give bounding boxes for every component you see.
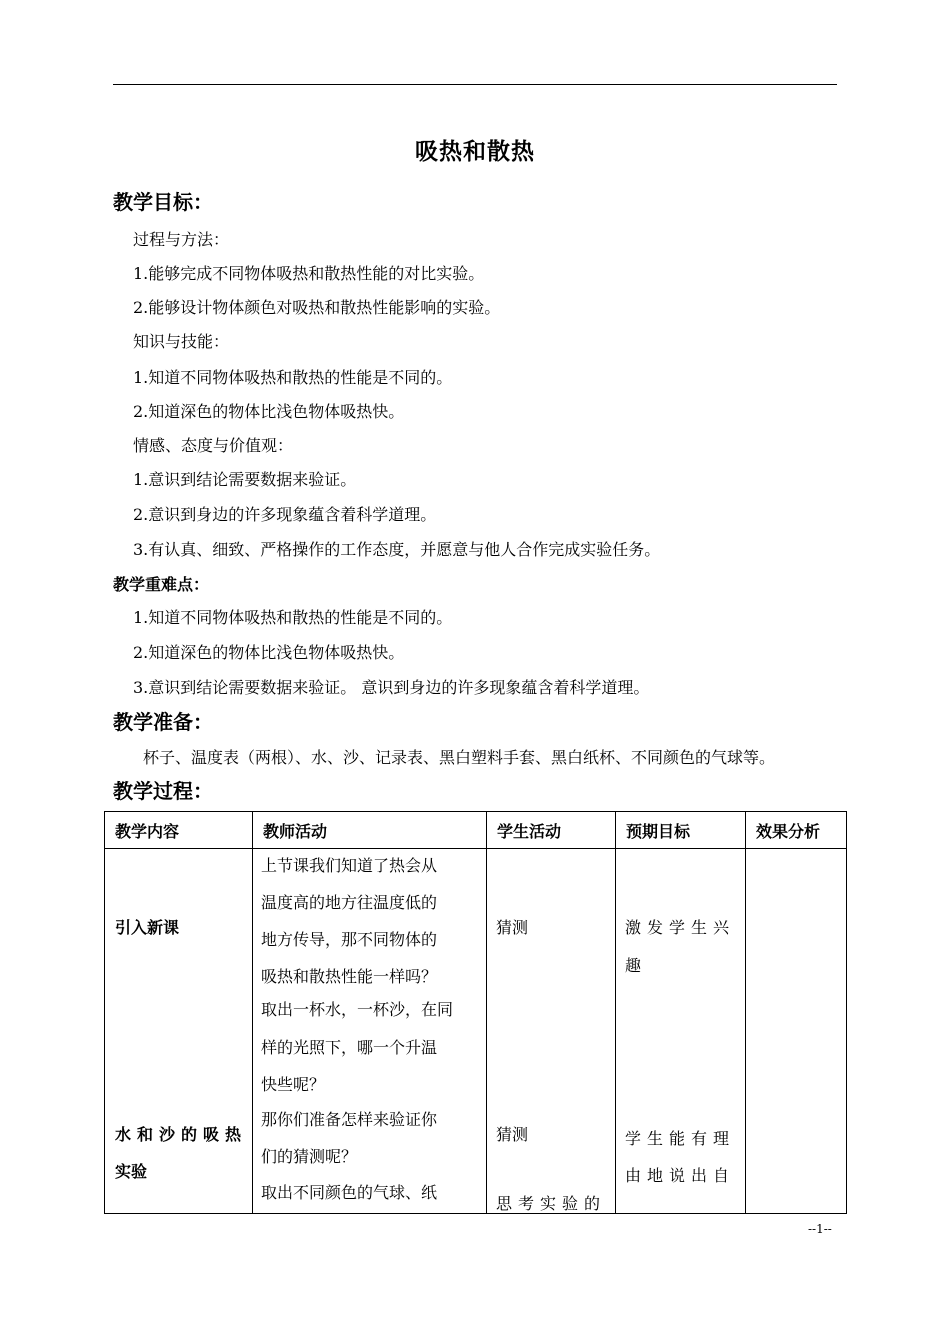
teacher-cell	[253, 849, 487, 1214]
page-title: 吸热和散热	[415, 139, 535, 165]
objectives-item: 2.意识到身边的许多现象蕴含着科学道理。	[133, 505, 437, 524]
table-header-row	[105, 812, 847, 849]
column-header: 学生活动	[487, 812, 616, 849]
objectives-heading: 教学目标：	[113, 190, 213, 214]
page-number: --1--	[808, 1222, 832, 1236]
student-cell	[487, 849, 616, 1214]
teacher-line: 那你们准备怎样来验证你	[261, 1110, 438, 1129]
column-header: 效果分析	[746, 812, 847, 849]
teacher-line: 上节课我们知道了热会从	[261, 856, 438, 875]
key-points-heading: 教学重难点：	[113, 575, 210, 594]
key-point-item: 1.知道不同物体吸热和散热的性能是不同的。	[133, 608, 453, 627]
objectives-item: 1.意识到结论需要数据来验证。	[133, 470, 357, 489]
teacher-line: 地方传导，那不同物体的	[261, 930, 438, 949]
teacher-line: 们的猜测呢？	[261, 1147, 358, 1166]
teacher-line: 取出一杯水，一杯沙，在同	[261, 1000, 454, 1019]
key-point-item: 3.意识到结论需要数据来验证。 意识到身边的许多现象蕴含着科学道理。	[133, 678, 650, 697]
column-header: 教学内容	[105, 812, 253, 849]
content-line: 引入新课	[115, 918, 180, 937]
objectives-group-label: 情感、态度与价值观：	[133, 436, 294, 455]
student-line: 猜测	[496, 918, 529, 937]
preparation-text: 杯子、温度表（两根）、水、沙、记录表、黑白塑料手套、黑白纸杯、不同颜色的气球等。	[143, 748, 776, 767]
analysis-cell	[746, 849, 847, 1214]
process-table	[104, 811, 847, 1214]
objectives-item: 2.知道深色的物体比浅色物体吸热快。	[133, 402, 405, 421]
header-rule	[113, 84, 837, 85]
content-cell	[105, 849, 253, 1214]
key-point-item: 2.知道深色的物体比浅色物体吸热快。	[133, 643, 405, 662]
objectives-item: 1.知道不同物体吸热和散热的性能是不同的。	[133, 368, 453, 387]
content-line: 实验	[115, 1162, 148, 1181]
table-row	[105, 849, 847, 1214]
goal-line: 学生能有理	[625, 1129, 736, 1148]
goal-line: 激发学生兴	[625, 918, 736, 937]
objectives-item: 2.能够设计物体颜色对吸热和散热性能影响的实验。	[133, 298, 501, 317]
column-header: 教师活动	[253, 812, 487, 849]
objectives-item: 1.能够完成不同物体吸热和散热性能的对比实验。	[133, 264, 485, 283]
teacher-line: 吸热和散热性能一样吗？	[261, 967, 438, 986]
teacher-line: 取出不同颜色的气球、纸	[261, 1183, 438, 1202]
goal-line: 由地说出自	[625, 1166, 736, 1185]
student-line: 猜测	[496, 1125, 529, 1144]
goal-cell	[616, 849, 746, 1214]
objectives-group-label: 过程与方法：	[133, 230, 230, 249]
teacher-line: 温度高的地方往温度低的	[261, 893, 438, 912]
objectives-item: 3.有认真、细致、严格操作的工作态度，并愿意与他人合作完成实验任务。	[133, 540, 661, 559]
process-heading: 教学过程：	[113, 779, 213, 803]
preparation-heading: 教学准备：	[113, 710, 213, 734]
objectives-group-label: 知识与技能：	[133, 332, 230, 351]
goal-line: 趣	[625, 956, 642, 975]
teacher-line: 快些呢？	[261, 1075, 326, 1094]
teacher-line: 样的光照下，哪一个升温	[261, 1038, 438, 1057]
student-line: 思考实验的	[496, 1194, 607, 1213]
content-line: 水和沙的吸热	[115, 1125, 248, 1144]
column-header: 预期目标	[616, 812, 746, 849]
